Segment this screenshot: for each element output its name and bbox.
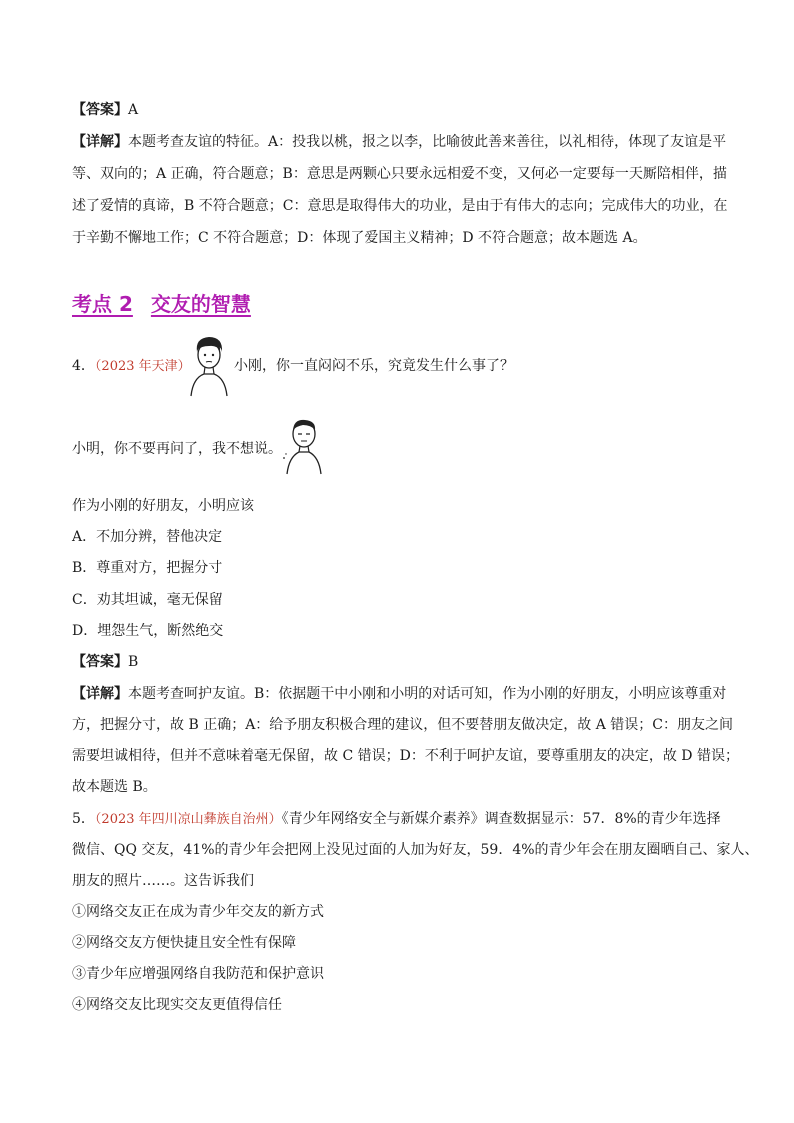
section-label: 考点 2 xyxy=(72,292,133,316)
q3-detail-line-1: 【详解】本题考查友谊的特征。A：投我以桃，报之以李，比喻彼此善来善往，以礼相待，体现了友谊是平 xyxy=(72,134,727,150)
q4-option-b: B．尊重对方，把握分寸 xyxy=(72,560,223,576)
q5-option-3: ③青少年应增强网络自我防范和保护意识 xyxy=(72,966,324,982)
q4-option-c: C．劝其坦诚，毫无保留 xyxy=(72,592,223,608)
q3-answer xyxy=(72,101,724,119)
answer-tag: 【答案】 xyxy=(72,102,128,118)
question-source: （2023 年天津） xyxy=(94,359,191,374)
q4-stem: 作为小刚的好朋友，小明应该 xyxy=(72,498,254,514)
q5-option-1: ①网络交友正在成为青少年交友的新方式 xyxy=(72,904,324,920)
detail-tag: 【详解】 xyxy=(72,134,128,150)
q4-detail-line-1: 【详解】本题考查呵护友谊。B：依据题干中小刚和小明的对话可知，作为小刚的好朋友，小明应该尊重对 xyxy=(72,686,727,702)
detail-tag: 【详解】 xyxy=(72,686,128,702)
question-number: 5． xyxy=(72,811,95,827)
section-heading xyxy=(72,288,251,317)
q3-detail-line-4: 于辛勤不懈地工作；C 不符合题意；D：体现了爱国主义精神；D 不符合题意；故本题选 A。 xyxy=(72,230,647,246)
q4-option-d: D．埋怨生气，断然绝交 xyxy=(72,623,224,639)
answer-value: B xyxy=(128,654,139,670)
q5-stem-line-3: 朋友的照片……。这告诉我们 xyxy=(72,873,254,889)
q4-dialog-1: 小刚，你一直闷闷不乐，究竟发生什么事了？ xyxy=(234,358,514,374)
section-title: 交友的智慧 xyxy=(150,292,251,316)
q4-detail-line-2: 方，把握分寸，故 B 正确；A：给予朋友积极合理的建议，但不要替朋友做决定，故 A 错误；C：朋友之间 xyxy=(72,717,734,733)
question-source: （2023 年四川凉山彝族自治州） xyxy=(94,812,282,827)
q5-stem-line-2: 微信、QQ 交友，41%的青少年会把网上没见过面的人加为好友，59．4%的青少年会在朋友圈晒自己、家人、 xyxy=(72,842,759,858)
q3-detail-line-2: 等、双向的；A 正确，符合题意；B：意思是两颗心只要永远相爱不变，又何必一定要每一天厮陪相伴，描 xyxy=(72,166,727,182)
q5-option-2: ②网络交友方便快捷且安全性有保障 xyxy=(72,935,296,951)
q4-answer xyxy=(72,653,724,671)
boy-avatar-icon xyxy=(282,414,326,476)
q4-dialog-2: 小明，你不要再问了，我不想说。 xyxy=(72,441,282,457)
q4-detail-line-3: 需要坦诚相待，但并不意味着毫无保留，故 C 错误；D：不利于呵护友谊，要尊重朋友的决定，故 D 错误； xyxy=(72,748,739,764)
question-number: 4． xyxy=(72,358,95,374)
q5-stem-line-1: 5．（2023 年四川凉山彝族自治州）《青少年网络安全与新媒介素养》调查数据显示：57．8%的青少年选择 xyxy=(72,811,721,827)
q5-option-4: ④网络交友比现实交友更值得信任 xyxy=(72,997,282,1013)
q3-detail-line-3: 述了爱情的真谛，B 不符合题意；C：意思是取得伟大的功业，是由于有伟大的志向；完成伟大的功业，在 xyxy=(72,198,728,214)
boy-avatar-icon xyxy=(187,334,231,398)
answer-tag: 【答案】 xyxy=(72,654,128,670)
answer-value: A xyxy=(128,102,139,118)
q4-option-a: A．不加分辨，替他决定 xyxy=(72,529,223,545)
q4-detail-line-4: 故本题选 B。 xyxy=(72,779,157,795)
